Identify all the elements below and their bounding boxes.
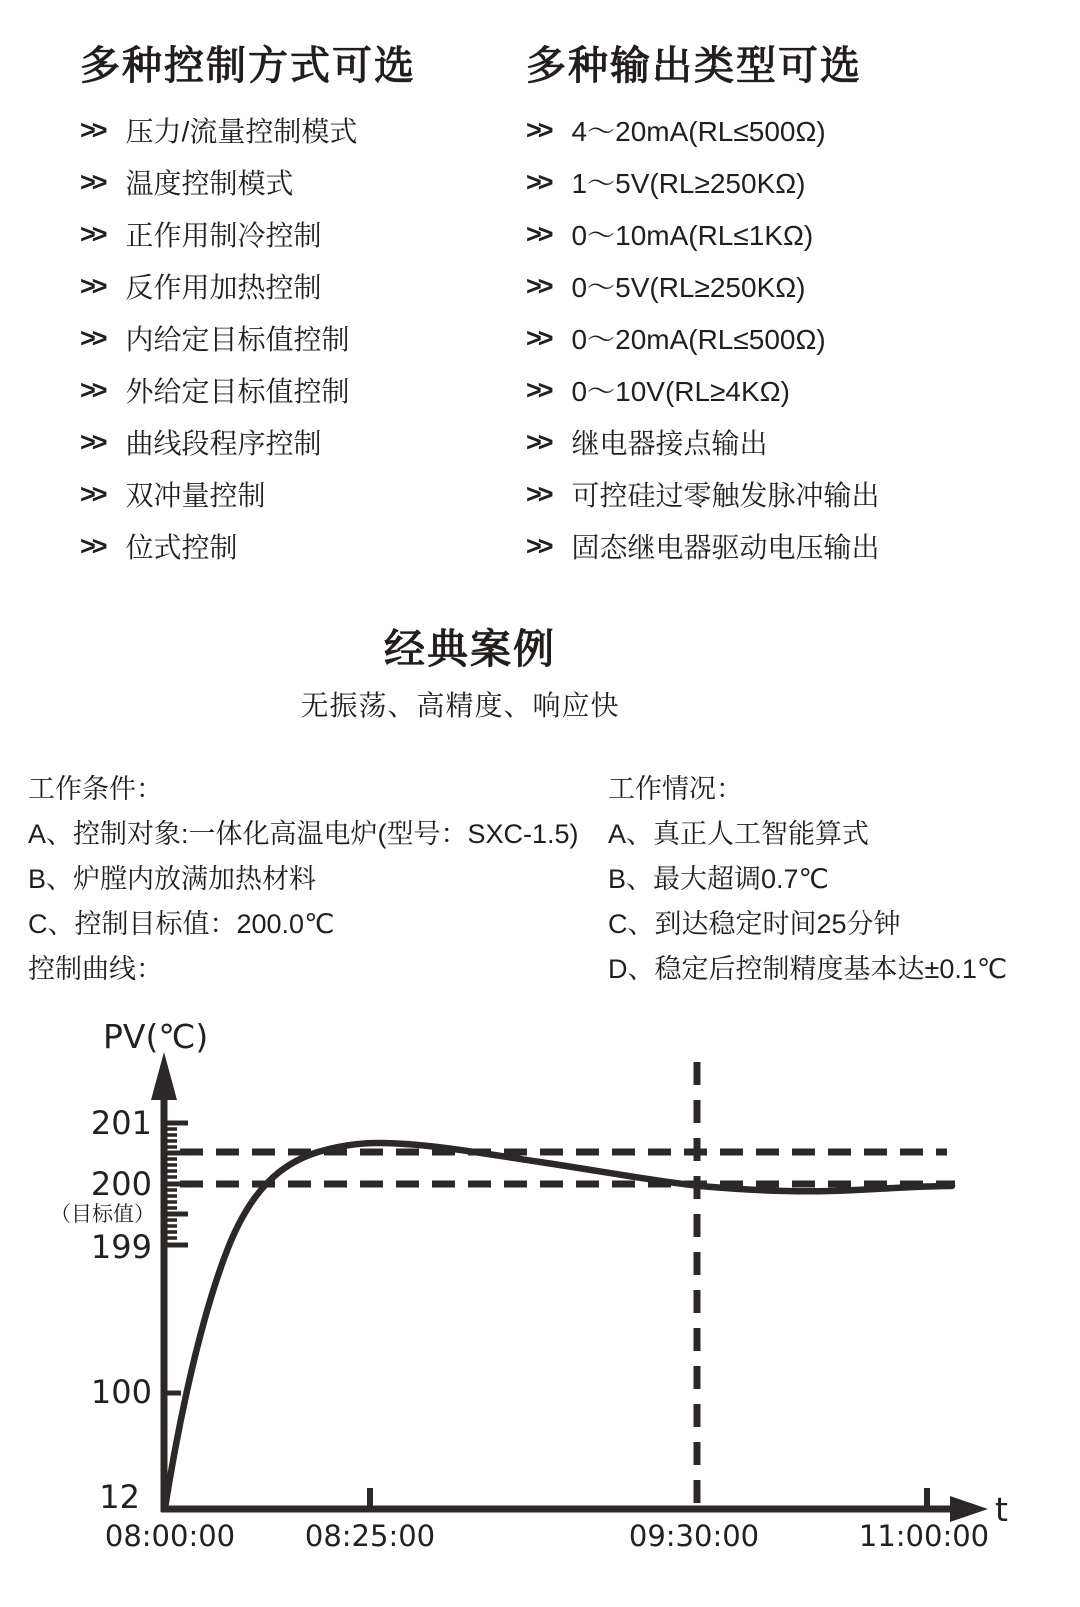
output-types-title: 多种输出类型可选 bbox=[526, 44, 862, 88]
y-tick-label-201: 201 bbox=[90, 1104, 152, 1142]
chevron-bullet-icon: >> bbox=[80, 374, 104, 405]
chevron-bullet-icon: >> bbox=[80, 166, 104, 197]
working-results-title: 工作情况： bbox=[608, 774, 743, 804]
case-study-subtitle: 无振荡、高精度、响应快 bbox=[300, 690, 620, 721]
chevron-bullet-icon: >> bbox=[526, 530, 550, 561]
chevron-bullet-icon: >> bbox=[526, 426, 550, 457]
output-type-label: 1～5V(RL≥250KΩ) bbox=[571, 168, 806, 199]
control-mode-label: 正作用制冷控制 bbox=[125, 220, 322, 251]
y-tick-label-200: 200 bbox=[90, 1165, 152, 1203]
output-type-label: 4～20mA(RL≤500Ω) bbox=[571, 116, 826, 147]
output-type-label: 可控硅过零触发脉冲输出 bbox=[571, 480, 880, 511]
chevron-bullet-icon: >> bbox=[526, 374, 550, 405]
control-mode-label: 压力/流量控制模式 bbox=[125, 116, 358, 147]
control-mode-label: 温度控制模式 bbox=[125, 168, 294, 199]
control-mode-label: 位式控制 bbox=[125, 532, 238, 563]
condition-item: A、控制对象:一体化高温电炉(型号：SXC-1.5) bbox=[28, 819, 579, 849]
x-tick-label-1100: 11:00:00 bbox=[858, 1519, 990, 1553]
output-type-label: 0～5V(RL≥250KΩ) bbox=[571, 272, 806, 303]
output-type-label: 0～10V(RL≥4KΩ) bbox=[571, 376, 790, 407]
control-mode-label: 内给定目标值控制 bbox=[125, 324, 350, 355]
condition-item: C、控制目标值：200.0℃ bbox=[28, 909, 335, 939]
x-axis-label: t bbox=[995, 1490, 1008, 1529]
result-item: C、到达稳定时间25分钟 bbox=[608, 909, 901, 939]
output-type-label: 0～20mA(RL≤500Ω) bbox=[571, 324, 826, 355]
chevron-bullet-icon: >> bbox=[80, 270, 104, 301]
y-tick-label-12: 12 bbox=[99, 1478, 140, 1516]
working-conditions-title: 工作条件： bbox=[28, 774, 163, 804]
chevron-bullet-icon: >> bbox=[80, 478, 104, 509]
chevron-bullet-icon: >> bbox=[80, 114, 104, 145]
x-tick-label-0930: 09:30:00 bbox=[628, 1519, 760, 1553]
chevron-bullet-icon: >> bbox=[80, 322, 104, 353]
control-mode-label: 反作用加热控制 bbox=[125, 272, 322, 303]
y-tick-label-100: 100 bbox=[90, 1373, 152, 1411]
case-study-title: 经典案例 bbox=[384, 626, 556, 672]
control-modes-title: 多种控制方式可选 bbox=[80, 44, 416, 88]
control-mode-label: 双冲量控制 bbox=[125, 480, 266, 511]
control-mode-label: 曲线段程序控制 bbox=[125, 428, 322, 459]
result-item: A、真正人工智能算式 bbox=[608, 819, 870, 849]
y-tick-label-199: 199 bbox=[90, 1228, 152, 1266]
control-curve-label: 控制曲线： bbox=[28, 954, 163, 984]
y-axis-arrow-icon bbox=[151, 1052, 177, 1100]
chevron-bullet-icon: >> bbox=[80, 426, 104, 457]
chevron-bullet-icon: >> bbox=[80, 530, 104, 561]
chevron-bullet-icon: >> bbox=[80, 218, 104, 249]
chevron-bullet-icon: >> bbox=[526, 478, 550, 509]
y-axis-label: PV(℃) bbox=[103, 1017, 209, 1056]
chevron-bullet-icon: >> bbox=[526, 166, 550, 197]
chevron-bullet-icon: >> bbox=[526, 270, 550, 301]
result-item: B、最大超调0.7℃ bbox=[608, 864, 829, 894]
output-type-label: 继电器接点输出 bbox=[571, 428, 768, 459]
output-type-label: 0～10mA(RL≤1KΩ) bbox=[571, 220, 814, 251]
x-tick-label-0800: 08:00:00 bbox=[104, 1519, 236, 1553]
output-type-label: 固态继电器驱动电压输出 bbox=[571, 532, 880, 563]
chevron-bullet-icon: >> bbox=[526, 114, 550, 145]
chevron-bullet-icon: >> bbox=[526, 218, 550, 249]
pv-curve-line bbox=[165, 1143, 952, 1508]
target-note-label: （目标值） bbox=[50, 1202, 155, 1226]
control-mode-label: 外给定目标值控制 bbox=[125, 376, 350, 407]
x-tick-label-0825: 08:25:00 bbox=[304, 1519, 436, 1553]
condition-item: B、炉膛内放满加热材料 bbox=[28, 864, 317, 894]
result-item: D、稳定后控制精度基本达±0.1℃ bbox=[608, 954, 1008, 984]
chevron-bullet-icon: >> bbox=[526, 322, 550, 353]
